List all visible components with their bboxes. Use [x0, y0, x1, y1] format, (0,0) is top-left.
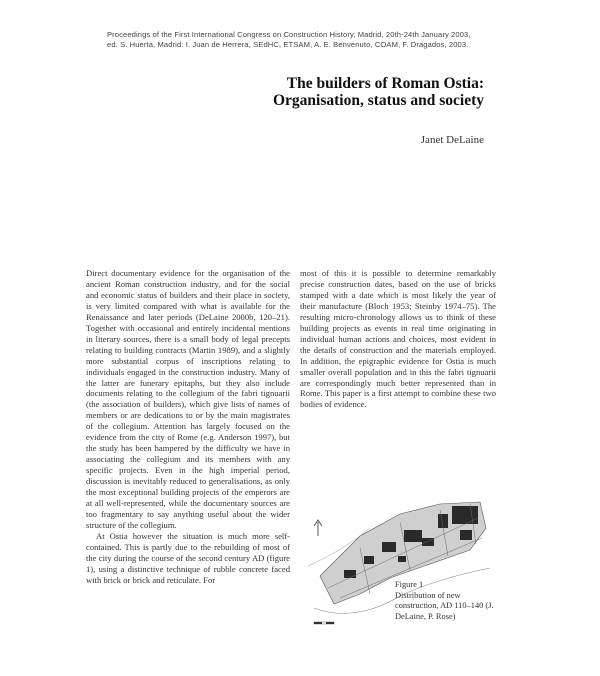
body-paragraph-2: At Ostia however the situation is much more self-contained. This is partly due to the rebuilding of most of the city during the course of the second century AD (figure 1), using a distinctive technique of rubble concrete faced with brick or brick and reticulate. For	[86, 530, 290, 585]
figure-caption-text: Distribution of new construction, AD 110–140 (J. DeLaine, P. Rose)	[395, 590, 494, 621]
body-paragraph-1: Direct documentary evidence for the organisation of the ancient Roman construction industry, and for the social and economic status of builders and their place in society, is very limited compared with what is available for the Renaissance and later periods (DeLaine 2000b, 120–21). Together with occasional and entirely incidental mentions in literary sources, there is a small body of legal precepts relating to building contracts (Martin 1989), and a slightly more substantial corpus of inscriptions relating to individuals engaged in the construction industry. Many of the latter are funerary epitaphs, but they also include documents relating to the collegium of the fabri tignuarii (the association of builders), which give lists of names of members or are dedications to or by the main magistrates of the collegium. Attention has largely focused on the evidence from the city of Rome (e.g. Anderson 1997), but the study has been hampered by the difficulty we have in associating the collegium and its members with any specific projects. Even in the high imperial period, discussion is inevitably reduced to generalisations, as only the most exceptional building projects of the emperors are at all well-represented, while the documentary sources are too fragmentary to say anything useful about the wider structure of the collegium.	[86, 268, 290, 530]
body-paragraph-3: most of this it is possible to determine remarkably precise construction dates, based on the use of bricks stamped with a date which is most likely the year of their manufacture (Bloch 1953; Steinby 1974–75). The resulting micro-chronology allows us to think of these building projects as events in real time originating in individual human actions and choices, most evident in the details of construction and the materials employed. In addition, the epigraphic evidence for Ostia is much smaller overall population and in this the fabri tignuarii are correspondingly much better represented than in Rome. This paper is a first attempt to combine these two bodies of evidence.	[300, 268, 496, 410]
proceedings-header-line-1: Proceedings of the First International Congress on Construction History, Madrid, 20th-24th January 2003,	[107, 30, 471, 39]
proceedings-header-line-2: ed. S. Huerta, Madrid: I. Juan de Herrera, SEdHC, ETSAM, A. E. Benvenuto, COAM, F. Dragados, 2003.	[107, 40, 469, 49]
body-column-right	[300, 268, 496, 410]
body-column-left	[86, 268, 290, 586]
author-name: Janet DeLaine	[420, 134, 484, 146]
figure-label: Figure 1	[395, 580, 424, 589]
paper-title-line-1: The builders of Roman Ostia:	[286, 75, 484, 92]
figure-caption	[395, 580, 500, 622]
paper-title-line-2: Organisation, status and society	[273, 92, 484, 109]
